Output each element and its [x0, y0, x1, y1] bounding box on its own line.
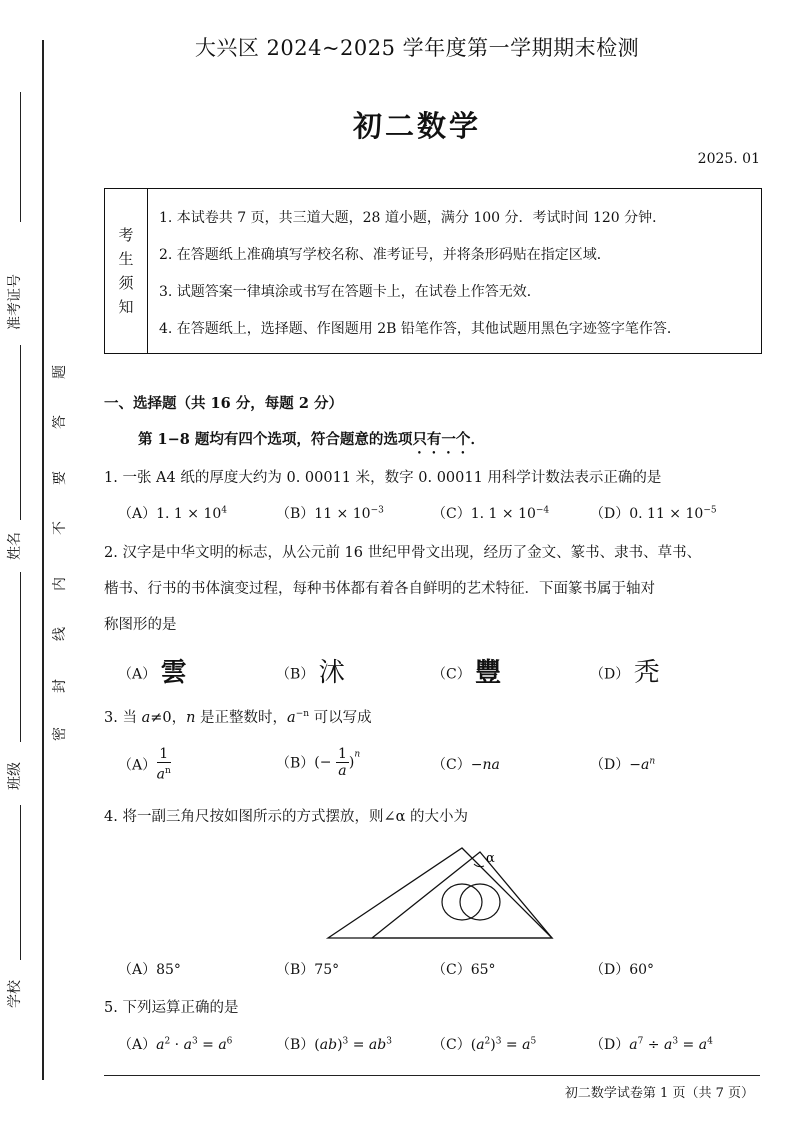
fraction-denominator: a — [338, 763, 347, 779]
question-3-option-d[interactable] — [590, 754, 655, 774]
question-5-option-d[interactable]: $(D)a^7 \div a^3 = a^4$ — [590, 1036, 713, 1053]
question-2-stem-line: 2. 汉字是中华文明的标志，从公元前 16 世纪甲骨文出现，经历了金文、篆书、隶书、草书、 — [104, 545, 702, 561]
option-label: （B） — [276, 666, 315, 683]
question-1-option-a[interactable] — [118, 503, 227, 523]
option-label: （A） — [118, 506, 157, 522]
question-3-option-a[interactable] — [118, 746, 171, 783]
class-underline — [20, 572, 21, 742]
seal-char: 封 — [52, 679, 68, 693]
question-3-option-b[interactable] — [276, 746, 360, 779]
question-1-stem: 1. 一张 A4 纸的厚度大约为 0. 00011 米，数字 0. 00011 用科学计数法表示正确的是 — [104, 470, 662, 486]
option-label: （A） — [118, 666, 157, 683]
question-5-option-a[interactable]: $(A)a^2 \cdot a^3 = a^6$ — [118, 1036, 233, 1053]
fraction-numerator: 1 — [337, 746, 347, 762]
option-label: （D） — [590, 666, 630, 683]
question-3-option-c[interactable] — [432, 754, 500, 774]
fraction-numerator: 1 — [157, 746, 171, 763]
exam-date: 2025. 01 — [697, 151, 760, 167]
section-instruction — [138, 428, 485, 457]
question-1-option-d[interactable] — [590, 503, 717, 523]
fraction-denominator — [157, 763, 171, 783]
notice-heading-char: 知 — [118, 298, 134, 316]
seal-glyph-tu: 秃 — [633, 658, 660, 688]
fraction — [157, 746, 171, 783]
name-underline — [20, 345, 21, 520]
question-2-stem-line: 称图形的是 — [104, 617, 177, 633]
instruction-prefix: 第 1−8 题均有四个选项，符合题意的选项 — [138, 431, 413, 448]
paren-close: ) — [348, 754, 355, 771]
notice-item: 1. 本试卷共 7 页，共三道大题，28 道小题，满分 100 分．考试时间 120 分钟． — [159, 210, 667, 226]
question-1-option-c[interactable] — [432, 503, 549, 523]
stem-var: a — [287, 710, 296, 726]
option-label: （D） — [590, 506, 630, 522]
question-3-stem — [104, 706, 372, 727]
angle-alpha-label: α — [486, 851, 495, 866]
option-label: （A） — [118, 757, 157, 774]
question-2-option-d[interactable] — [590, 656, 660, 693]
seal-char: 密 — [52, 727, 68, 741]
question-2-option-c[interactable] — [432, 656, 501, 693]
seal-glyph-yun: 雲 — [160, 658, 187, 688]
seal-char: 要 — [52, 471, 68, 485]
paren-open: (− — [314, 754, 332, 771]
option-text: −a — [629, 757, 650, 773]
seal-char: 答 — [52, 415, 68, 429]
question-5-option-b[interactable]: $(B)(ab)^3 = ab^3$ — [276, 1036, 392, 1053]
subject-title: 初二数学 — [352, 109, 481, 143]
name-label: 姓名 — [7, 532, 23, 560]
notice-item: 2. 在答题纸上准确填写学校名称、准考证号，并将条形码贴在指定区域． — [159, 247, 611, 263]
option-label: （B） — [276, 506, 315, 522]
stem-text: ≠0， — [150, 710, 187, 726]
notice-heading-char: 考 — [118, 226, 134, 244]
option-exponent: −4 — [535, 505, 550, 516]
stem-text: 可以写成 — [309, 710, 372, 726]
option-label: （C） — [432, 757, 471, 773]
fraction — [336, 746, 349, 779]
option-exponent: −5 — [703, 505, 717, 516]
option-label: （B） — [276, 1037, 315, 1053]
option-label: （A） — [118, 1037, 157, 1053]
notice-item: 3. 试题答案一律填涂或书写在答题卡上，在试卷上作答无效． — [159, 284, 541, 300]
seal-char: 不 — [52, 521, 68, 535]
seal-char: 题 — [52, 365, 68, 379]
exam-title: 大兴区 2024~2025 学年度第一学期期末检测 — [194, 36, 640, 60]
question-2-stem-line: 楷书、行书的书体演变过程，每种书体都有着各自鲜明的艺术特征．下面篆书属于轴对 — [104, 581, 655, 597]
question-4-option-b[interactable]: （B）75° — [276, 962, 340, 978]
denominator-exponent: n — [164, 766, 171, 776]
option-text: −na — [470, 757, 500, 773]
question-5-option-c[interactable]: $(C)(a^2)^3 = a^5$ — [432, 1036, 537, 1053]
option-text: 1. 1 × 10 — [156, 506, 222, 522]
notice-item: 4. 在答题纸上，选择题、作图题用 2B 铅笔作答，其他试题用黑色字迹签字笔作答． — [159, 321, 681, 337]
question-5-stem: 5. 下列运算正确的是 — [104, 1000, 239, 1016]
notice-heading — [105, 189, 148, 353]
option-label: （D） — [590, 1037, 630, 1053]
notice-box — [104, 188, 762, 354]
stem-var: n — [186, 710, 196, 726]
seal-char: 线 — [52, 627, 68, 641]
question-4-option-c[interactable]: （C）65° — [432, 962, 496, 978]
triangle-rulers-figure — [320, 842, 560, 942]
binding-line-outer — [42, 40, 44, 1080]
footer-divider — [104, 1075, 760, 1076]
option-text: 1. 1 × 10 — [470, 506, 536, 522]
school-underline — [20, 805, 21, 960]
option-exponent: n — [649, 756, 656, 767]
option-exponent: n — [354, 749, 361, 760]
option-label: （D） — [590, 757, 630, 773]
stem-var: a — [141, 710, 151, 726]
question-1-option-b[interactable] — [276, 503, 384, 523]
option-label: （C） — [432, 506, 471, 522]
question-2-option-a[interactable] — [118, 656, 187, 693]
ruler-triangle-large — [328, 848, 552, 938]
seal-char: 内 — [52, 577, 68, 591]
seal-glyph-shu: 沭 — [318, 658, 345, 688]
question-4-stem: 4. 将一副三角尺按如图所示的方式摆放，则∠α 的大小为 — [104, 809, 468, 825]
option-label: （C） — [432, 666, 471, 683]
stem-text: 3. 当 — [104, 710, 142, 726]
question-4-option-d[interactable]: （D）60° — [590, 962, 655, 978]
question-2-option-b[interactable] — [276, 656, 345, 693]
class-label: 班级 — [7, 762, 23, 790]
option-exponent: 4 — [221, 505, 228, 516]
denominator-var: a — [156, 766, 165, 783]
notice-heading-char: 生 — [118, 250, 134, 268]
instruction-suffix: ． — [470, 431, 485, 448]
option-text: 0. 11 × 10 — [629, 506, 704, 522]
option-text: 11 × 10 — [314, 506, 371, 522]
page-footer: 初二数学试卷第 1 页（共 7 页） — [564, 1086, 754, 1101]
question-4-option-a[interactable]: （A）85° — [118, 962, 181, 978]
option-label: （B） — [276, 755, 315, 772]
instruction-emphasis: 只有一个 — [412, 431, 471, 448]
seal-glyph-feng: 豐 — [475, 658, 502, 688]
option-exponent: −3 — [370, 505, 384, 516]
notice-heading-char: 须 — [118, 274, 134, 292]
exam-id-label: 准考证号 — [7, 274, 23, 330]
ruler-hole-right — [460, 884, 500, 920]
section-title: 一、选择题（共 16 分，每题 2 分） — [104, 395, 343, 412]
option-label: （C） — [432, 1037, 471, 1053]
ruler-hole-left — [442, 884, 482, 920]
stem-exponent: −n — [295, 709, 310, 720]
school-label: 学校 — [7, 980, 23, 1008]
stem-text: 是正整数时， — [195, 710, 288, 726]
